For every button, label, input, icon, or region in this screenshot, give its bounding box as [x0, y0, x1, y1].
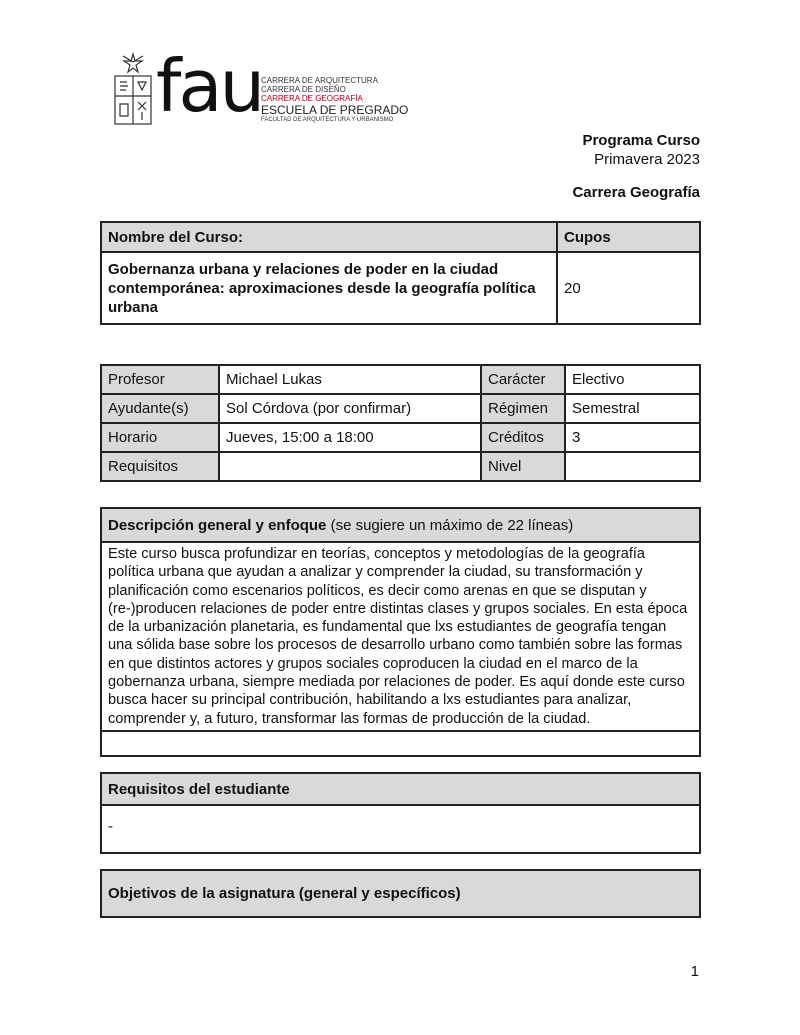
info-value-2: Semestral — [565, 394, 700, 423]
info-value-2 — [565, 452, 700, 481]
info-row — [101, 452, 700, 481]
info-label-2: Régimen — [481, 394, 565, 423]
description-note: (se sugiere un máximo de 22 líneas) — [330, 516, 574, 534]
info-label-2: Carácter — [481, 365, 565, 394]
info-value-2: Electivo — [565, 365, 700, 394]
info-row — [101, 423, 700, 452]
course-info-table — [100, 364, 701, 482]
info-row — [101, 365, 700, 394]
logo-line-faculty: FACULTAD DE ARQUITECTURA Y URBANISMO — [261, 117, 394, 123]
logo-line-geography: CARRERA DE GEOGRAFÍA — [261, 94, 363, 103]
course-name-label: Nombre del Curso: — [101, 222, 557, 252]
logo-line-school: ESCUELA DE PREGRADO — [261, 103, 409, 117]
info-label: Profesor — [101, 365, 219, 394]
career: Carrera Geografía — [572, 184, 700, 201]
quota-value: 20 — [557, 252, 700, 324]
course-name-table — [100, 221, 701, 325]
info-label: Requisitos — [101, 452, 219, 481]
student-requirements-title: Requisitos del estudiante — [102, 774, 699, 806]
description-title: Descripción general y enfoque — [108, 516, 327, 534]
university-crest-icon — [112, 52, 154, 128]
student-requirements-section — [100, 772, 701, 854]
info-label: Horario — [101, 423, 219, 452]
info-value: Michael Lukas — [219, 365, 481, 394]
description-header — [102, 509, 699, 543]
course-name: Gobernanza urbana y relaciones de poder en la ciudad contemporánea: aproximaciones desde la geografía política urbana — [101, 252, 557, 324]
info-value: Sol Córdova (por confirmar) — [219, 394, 481, 423]
student-requirements-text: - — [108, 818, 113, 835]
info-label-2: Nivel — [481, 452, 565, 481]
term: Primavera 2023 — [594, 151, 700, 168]
info-label-2: Créditos — [481, 423, 565, 452]
description-text: Este curso busca profundizar en teorías, conceptos y metodologías de la geografía política urbana que ayudan a analizar y comprender la ciudad, su transformación y planificación como escenarios políticos, es decir como arenas en que se disputan y (re-)producen relaciones de poder entre distintas clases y grupos sociales. En esta época de la urbanización planetaria, es fundamental que lxs estudiantes de geografía tengan una sólida base sobre los procesos de desarrollo urbano como también sobre las formas en que distintos actores y grupos sociales coproducen la ciudad en el marco de la gobernanza urbana, siempre mediada por relaciones de poder. Es aquí donde este curso busca hacer su principal contribución, habilitando a lxs estudiantes para analizar, comprender y, a futuro, transformar las formas de producción de la ciudad. — [102, 543, 699, 732]
logo-line-design: CARRERA DE DISEÑO — [261, 85, 346, 94]
page-number: 1 — [690, 963, 699, 980]
logo-text — [261, 76, 408, 124]
objectives-title: Objetivos de la asignatura (general y específicos) — [102, 871, 699, 916]
info-value-2: 3 — [565, 423, 700, 452]
objectives-section — [100, 869, 701, 918]
fau-wordmark: fau — [156, 44, 263, 128]
quota-label: Cupos — [557, 222, 700, 252]
info-value: Jueves, 15:00 a 18:00 — [219, 423, 481, 452]
logo-line-architecture: CARRERA DE ARQUITECTURA — [261, 76, 378, 85]
fau-logo — [112, 44, 409, 132]
program-title: Programa Curso — [582, 132, 700, 149]
document-header — [572, 131, 700, 202]
info-label: Ayudante(s) — [101, 394, 219, 423]
info-row — [101, 394, 700, 423]
description-section — [100, 507, 701, 757]
info-value — [219, 452, 481, 481]
